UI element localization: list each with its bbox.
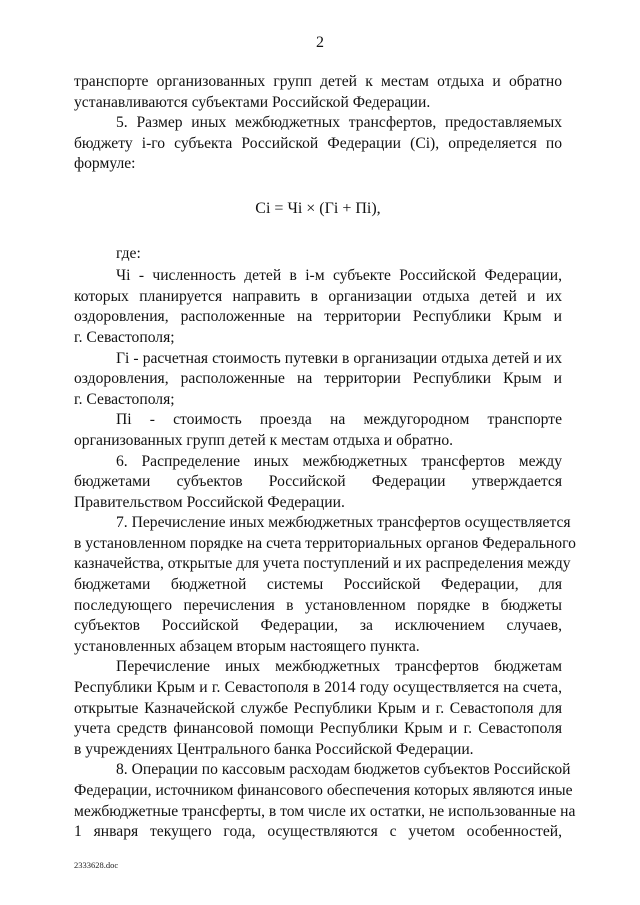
text-line: бюджетами субъектов Российской Федерации утверждается (74, 473, 562, 491)
page-number: 2 (316, 34, 324, 51)
text-line: Правительством Российской Федерации. (74, 493, 345, 511)
text-line: в учреждениях Центрального банка Российской Федерации. (74, 740, 474, 758)
text-line: Пi - стоимость проезда на междугородном транспорте (116, 411, 562, 429)
paragraph-7-second (74, 657, 562, 760)
text-line: 8. Операции по кассовым расходам бюджетов субъектов Российской (116, 761, 571, 779)
text-line: межбюджетные трансферты, в том числе их остатки, не использованные на (74, 802, 576, 820)
text-line: транспорте организованных групп детей к местам отдыха и обратно (74, 73, 562, 90)
text-line: казначейства, открытые для учета поступлений и их распределения между (74, 555, 571, 573)
text-line: субъектов Российской Федерации, за исключением случаев, (74, 617, 562, 635)
footer-document-code: 2333628.doc (74, 860, 119, 870)
text-line: учета средств финансовой помощи Республики Крым и г. Севастополя (74, 720, 562, 738)
document-body (74, 72, 576, 843)
paragraph-6 (74, 452, 562, 514)
text-line: в установленном порядке на счета территориальных органов Федерального (74, 534, 576, 552)
text-line: г. Севастополя; (74, 390, 175, 408)
text-line: организованных групп детей к местам отдыха и обратно. (74, 431, 454, 449)
text-line: бюджету i-го субъекта Российской Федерации (Ci), определяется по (74, 134, 562, 152)
where-label: где: (116, 244, 141, 262)
formula: Ci = Чi × (Гi + Пi), (255, 199, 381, 217)
text-line: бюджетами бюджетной системы Российской Федерации, для (74, 576, 562, 594)
text-line: установленных абзацем вторым настоящего пункта. (74, 637, 420, 655)
text-line: Гi - расчетная стоимость путевки в организации отдыха детей и их (116, 349, 562, 367)
paragraph-5 (74, 113, 562, 175)
paragraph-7 (74, 513, 576, 657)
definition-ch (74, 266, 562, 348)
text-line: 6. Распределение иных межбюджетных трансфертов между (116, 452, 562, 470)
text-line: открытые Казначейской службе Республики Крым и г. Севастополя для (74, 699, 562, 717)
text-line: Перечисление иных межбюджетных трансфертов бюджетам (116, 658, 562, 676)
text-line: Чi - численность детей в i-м субъекте Российской Федерации, (116, 267, 562, 285)
paragraph-8 (74, 760, 576, 842)
definition-p (74, 410, 562, 451)
text-line: формуле: (74, 155, 136, 173)
text-line: последующего перечисления в установленном порядке в бюджеты (74, 596, 562, 614)
text-line: 7. Перечисление иных межбюджетных трансфертов осуществляется (116, 514, 571, 532)
text-line: Республики Крым и г. Севастополя в 2014 году осуществляется на счета, (74, 679, 562, 697)
text-line: 1 января текущего года, осуществляются с учетом особенностей, (74, 823, 562, 841)
text-line: оздоровления, расположенные на территории Республики Крым и (74, 370, 562, 388)
text-line: 5. Размер иных межбюджетных трансфертов, предоставляемых (116, 114, 562, 132)
text-line: г. Севастополя; (74, 328, 175, 346)
text-line: устанавливаются субъектами Российской Федерации. (74, 93, 431, 111)
text-line: оздоровления, расположенные на территории Республики Крым и (74, 308, 562, 326)
definition-g (74, 349, 562, 411)
paragraph-intro (74, 72, 562, 113)
text-line: Федерации, источником финансового обеспечения которых являются иные (74, 782, 573, 799)
text-line: которых планируется направить в организации отдыха детей и их (74, 287, 562, 305)
